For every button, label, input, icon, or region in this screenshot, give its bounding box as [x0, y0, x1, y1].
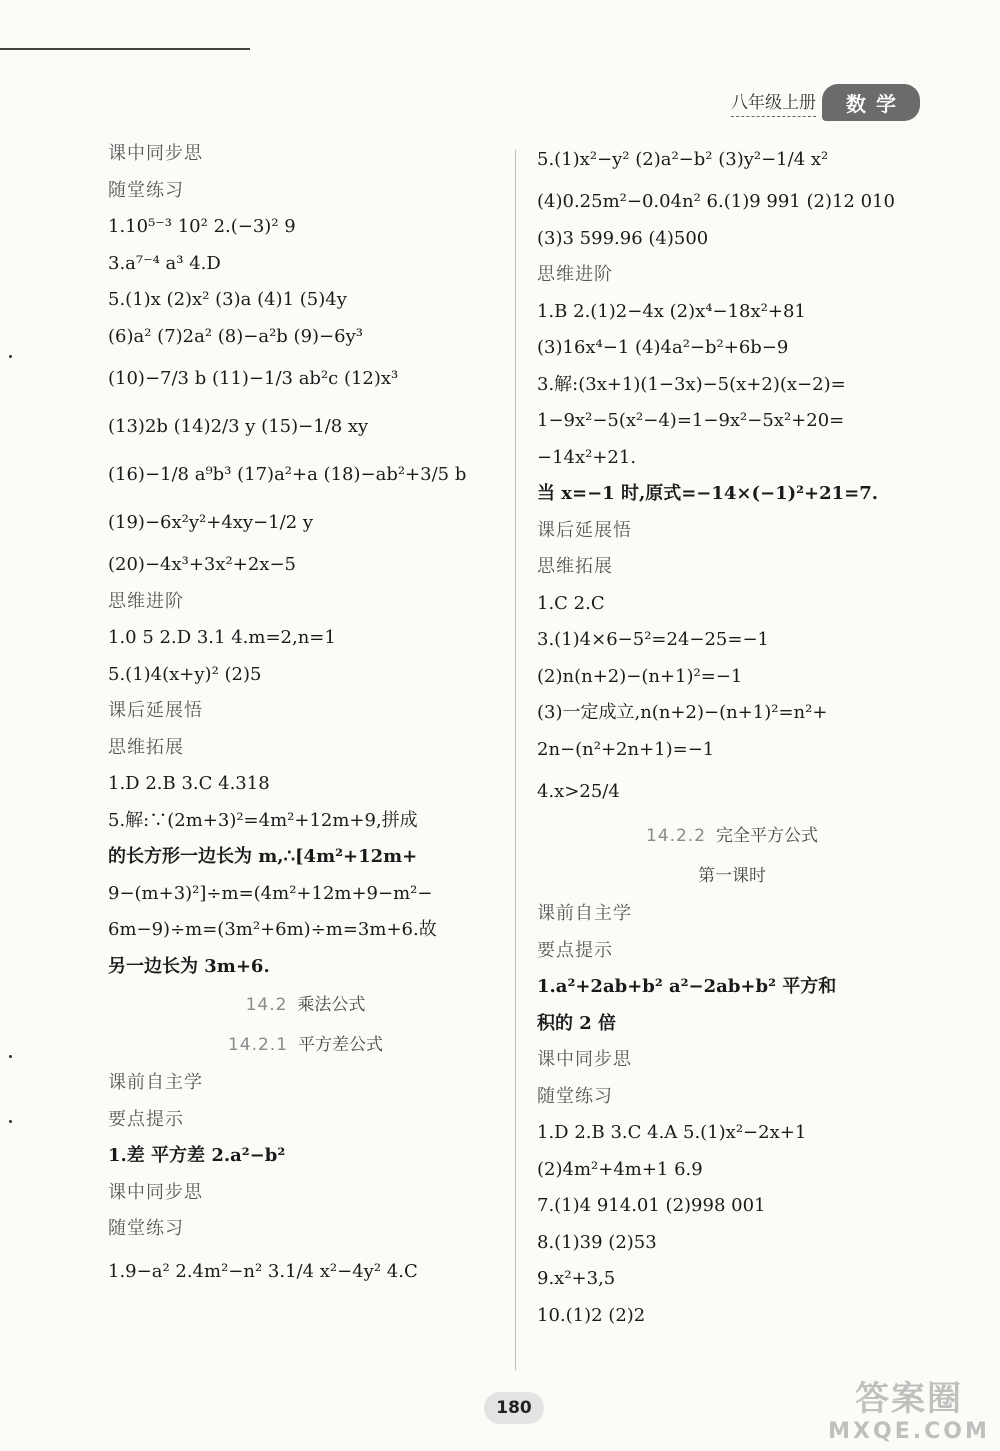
answer-line: 5.(1)x²−y² (2)a²−b² (3)y²−1/4 x² — [537, 149, 829, 170]
answer-line: 2n−(n²+2n+1)=−1 — [537, 738, 715, 760]
section-heading: 要点提示 — [537, 939, 613, 961]
section-heading: 课中同步思 — [108, 143, 203, 164]
margin-dot — [9, 1120, 12, 1123]
right-column — [537, 136, 927, 1334]
answer-line: 当 x=−1 时,原式=−14×(−1)²+21=7. — [537, 483, 879, 504]
section-heading: 课中同步思 — [108, 1181, 203, 1203]
answer-line: 1.a²+2ab+b² a²−2ab+b² 平方和 — [537, 976, 837, 997]
answer-line: 1.差 平方差 2.a²−b² — [108, 1145, 286, 1166]
page-number: 180 — [484, 1392, 544, 1424]
section-heading: 课前自主学 — [108, 1072, 203, 1093]
answer-line: (16)−1/8 a⁹b³ (17)a²+a (18)−ab²+3/5 b — [108, 464, 467, 485]
answer-line: (3)16x⁴−1 (4)4a²−b²+6b−9 — [537, 337, 789, 358]
answer-line: 8.(1)39 (2)53 — [537, 1231, 657, 1253]
section-title-text: 第一课时 — [698, 866, 766, 886]
answer-line: 6m−9)÷m=(3m²+6m)÷m=3m+6.故 — [108, 919, 437, 940]
section-title-text: 乘法公式 — [297, 995, 366, 1015]
answer-line: 1.0 5 2.D 3.1 4.m=2,n=1 — [108, 627, 336, 648]
section-heading: 课中同步思 — [537, 1049, 632, 1070]
answer-line: 9−(m+3)²]÷m=(4m²+12m+9−m²− — [108, 882, 433, 904]
watermark-url: MXQE.COM — [828, 1419, 990, 1444]
page-header — [731, 84, 920, 121]
top-rule — [0, 48, 250, 50]
answer-line: 3.a⁷⁻⁴ a³ 4.D — [108, 252, 221, 274]
answer-line: (20)−4x³+3x²+2x−5 — [108, 554, 296, 575]
grade-label: 八年级上册 — [731, 88, 816, 117]
subject-badge: 数学 — [822, 84, 920, 121]
section-heading: 思维拓展 — [108, 736, 184, 758]
answer-line: 3.解:(3x+1)(1−3x)−5(x+2)(x−2)= — [537, 373, 846, 395]
answer-line: 1.D 2.B 3.C 4.A 5.(1)x²−2x+1 — [537, 1122, 807, 1143]
left-column — [108, 136, 503, 1296]
answer-line: 3.(1)4×6−5²=24−25=−1 — [537, 629, 769, 650]
answer-line: 1.D 2.B 3.C 4.318 — [108, 773, 270, 794]
answer-line: −14x²+21. — [537, 446, 637, 468]
section-heading: 课前自主学 — [537, 903, 632, 924]
section-number: 14.2.1 — [227, 1035, 289, 1055]
answer-line: (19)−6x²y²+4xy−1/2 y — [108, 512, 314, 533]
answer-line: (2)n(n+2)−(n+1)²=−1 — [537, 665, 743, 687]
answer-line: 的长方形一边长为 m,∴[4m²+12m+ — [108, 846, 418, 867]
answer-line: 4.x>25/4 — [537, 781, 620, 802]
section-heading: 课后延展悟 — [108, 700, 203, 721]
section-title-text: 完全平方公式 — [716, 826, 819, 846]
answer-line: 1.9−a² 2.4m²−n² 3.1/4 x²−4y² 4.C — [108, 1260, 418, 1282]
section-heading: 思维进阶 — [108, 590, 184, 612]
answer-line: 10.(1)2 (2)2 — [537, 1304, 646, 1326]
answer-line: (4)0.25m²−0.04n² 6.(1)9 991 (2)12 010 — [537, 191, 895, 212]
section-title — [108, 985, 503, 1025]
answer-line: (10)−7/3 b (11)−1/3 ab²c (12)x³ — [108, 368, 399, 389]
answer-line: 5.解:∵(2m+3)²=4m²+12m+9,拼成 — [108, 809, 418, 831]
answer-line: 9.x²+3,5 — [537, 1268, 616, 1289]
answer-line: 5.(1)x (2)x² (3)a (4)1 (5)4y — [108, 289, 347, 310]
section-heading: 随堂练习 — [108, 1218, 184, 1239]
section-heading: 随堂练习 — [108, 179, 184, 201]
watermark-logo — [824, 1379, 994, 1445]
answer-line: 1.10⁵⁻³ 10² 2.(−3)² 9 — [108, 216, 296, 237]
answer-line: (6)a² (7)2a² (8)−a²b (9)−6y³ — [108, 325, 363, 347]
watermark-text: 答案圈 — [855, 1379, 963, 1419]
section-title — [537, 816, 927, 856]
answer-line: (2)4m²+4m+1 6.9 — [537, 1158, 703, 1180]
answer-line: 7.(1)4 914.01 (2)998 001 — [537, 1195, 766, 1216]
answer-line: (3)一定成立,n(n+2)−(n+1)²=n²+ — [537, 702, 828, 723]
section-number: 14.2.2 — [645, 826, 707, 846]
answer-line: 1.C 2.C — [537, 592, 605, 614]
answer-line: (3)3 599.96 (4)500 — [537, 227, 709, 249]
answer-line: 5.(1)4(x+y)² (2)5 — [108, 663, 262, 685]
margin-dot — [9, 355, 12, 358]
section-heading: 思维拓展 — [537, 556, 613, 577]
section-title-text: 平方差公式 — [298, 1035, 384, 1055]
answer-line: 1.B 2.(1)2−4x (2)x⁴−18x²+81 — [537, 300, 806, 322]
section-number: 14.2 — [245, 995, 288, 1015]
section-heading: 思维进阶 — [537, 264, 613, 285]
answer-line: 积的 2 倍 — [537, 1012, 617, 1034]
answer-line: 1−9x²−5(x²−4)=1−9x²−5x²+20= — [537, 410, 845, 431]
section-heading: 课后延展悟 — [537, 519, 632, 541]
column-divider — [515, 150, 516, 1370]
answer-line: 另一边长为 3m+6. — [108, 955, 270, 977]
section-heading: 要点提示 — [108, 1108, 184, 1130]
section-title — [108, 1025, 503, 1065]
section-title — [537, 856, 927, 896]
answer-line: (13)2b (14)2/3 y (15)−1/8 xy — [108, 416, 369, 437]
margin-dot — [9, 1055, 12, 1058]
section-heading: 随堂练习 — [537, 1085, 613, 1107]
